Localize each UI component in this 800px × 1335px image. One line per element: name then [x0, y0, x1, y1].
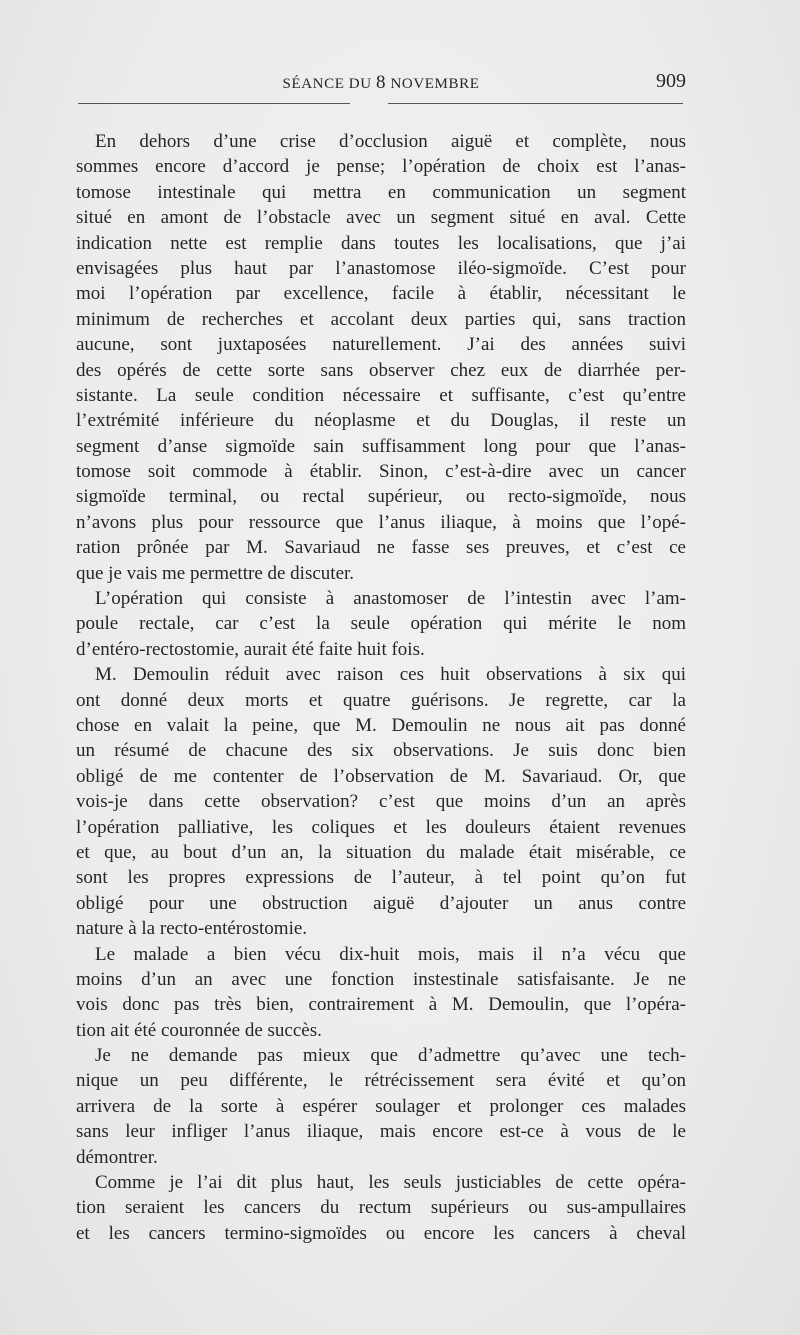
text-line: sans leur infliger l’anus iliaque, mais encore est-ce à vous de le [76, 1121, 686, 1143]
running-title-post: NOVEMBRE [386, 76, 480, 92]
text-line: vois-je dans cette observation? c’est que moins d’un an après [76, 791, 686, 813]
text-line: En dehors d’une crise d’occlusion aiguë et complète, nous [95, 131, 686, 152]
text-line: nature à la recto-entérostomie. [76, 918, 308, 940]
text-line: l’opération palliative, les coliques et les douleurs étaient revenues [76, 816, 686, 838]
text-line: tomose soit commode à établir. Sinon, c’est-à-dire avec un cancer [76, 461, 686, 483]
header-rule-left [78, 103, 350, 104]
text-line: segment d’anse sigmoïde sain suffisamment long pour que l’anas- [76, 435, 686, 457]
text-line: ration prônée par M. Savariaud ne fasse ses preuves, et c’est ce [76, 537, 686, 559]
text-line: un résumé de chacune des six observations. Je suis donc bien [76, 740, 686, 762]
running-title-day: 8 [376, 72, 387, 93]
text-line: poule rectale, car c’est la seule opération qui mérite le nom [76, 613, 686, 635]
page-header [76, 70, 686, 92]
paragraph [76, 662, 686, 941]
header-rule-right [388, 103, 683, 104]
text-line: aucune, sont juxtaposées naturellement. J’ai des années suivi [76, 334, 686, 356]
text-line: sistante. La seule condition nécessaire et suffisante, c’est qu’entre [76, 384, 686, 406]
text-line: d’entéro-rectostomie, aurait été faite huit fois. [76, 638, 425, 660]
text-line: des opérés de cette sorte sans observer chez eux de diarrhée per- [76, 359, 686, 381]
text-line: Comme je l’ai dit plus haut, les seuls justiciables de cette opéra- [95, 1172, 686, 1194]
paragraph [76, 1170, 686, 1246]
page-number: 909 [656, 70, 686, 92]
text-line: n’avons plus pour ressource que l’anus iliaque, à moins que l’opé- [76, 511, 686, 533]
text-line: et les cancers termino-sigmoïdes ou encore les cancers à cheval [76, 1222, 686, 1244]
paragraph [76, 1043, 686, 1170]
text-line: minimum de recherches et accolant deux parties qui, sans traction [76, 308, 686, 330]
text-line: L’opération qui consiste à anastomoser de l’intestin avec l’am- [95, 588, 686, 610]
text-line: et que, au bout d’un an, la situation du malade était misérable, ce [76, 841, 686, 863]
text-line: obligé pour une obstruction aiguë d’ajouter un anus contre [76, 892, 686, 914]
paragraph [76, 129, 686, 586]
text-line: M. Demoulin réduit avec raison ces huit observations à six qui [95, 664, 686, 686]
running-title-pre: SÉANCE DU [282, 76, 377, 92]
text-line: tomose intestinale qui mettra en communication un segment [76, 181, 686, 203]
text-line: sigmoïde terminal, ou rectal supérieur, ou recto-sigmoïde, nous [76, 486, 686, 508]
text-line: vois donc pas très bien, contrairement à M. Demoulin, que l’opéra- [76, 994, 686, 1016]
text-line: chose en valait la peine, que M. Demoulin ne nous ait pas donné [76, 714, 686, 736]
text-line: sont les propres expressions de l’auteur, à tel point qu’on fut [76, 867, 686, 889]
text-line: ont donné deux morts et quatre guérisons. Je regrette, car la [76, 689, 686, 711]
text-line: Je ne demande pas mieux que d’admettre qu’avec une tech- [95, 1045, 686, 1067]
text-line: envisagées plus haut par l’anastomose iléo-sigmoïde. C’est pour [76, 257, 686, 279]
text-line: Le malade a bien vécu dix-huit mois, mais il n’a vécu que [95, 943, 686, 965]
text-line: sommes encore d’accord je pense; l’opération de choix est l’anas- [76, 156, 686, 178]
text-line: moi l’opération par excellence, facile à établir, nécessitant le [76, 283, 686, 305]
text-line: tion seraient les cancers du rectum supérieurs ou sus-ampullaires [76, 1197, 686, 1219]
text-line: l’extrémité inférieure du néoplasme et du Douglas, il reste un [76, 410, 686, 432]
text-line: situé en amont de l’obstacle avec un segment situé en aval. Cette [76, 207, 686, 229]
text-line: que je vais me permettre de discuter. [76, 562, 355, 584]
text-line: tion ait été couronnée de succès. [76, 1019, 322, 1041]
text-line: obligé de me contenter de l’observation de M. Savariaud. Or, que [76, 765, 686, 787]
text-line: arrivera de la sorte à espérer soulager et prolonger ces malades [76, 1095, 686, 1117]
text-line: nique un peu différente, le rétrécissement sera évité et qu’on [76, 1070, 686, 1092]
text-line: moins d’un an avec une fonction instestinale satisfaisante. Je ne [76, 968, 686, 990]
text-line: indication nette est remplie dans toutes les localisations, que j’ai [76, 232, 686, 254]
paragraph [76, 586, 686, 662]
running-title [76, 72, 686, 94]
paragraph [76, 942, 686, 1044]
body-text [76, 129, 686, 1246]
text-line: démontrer. [76, 1146, 158, 1168]
